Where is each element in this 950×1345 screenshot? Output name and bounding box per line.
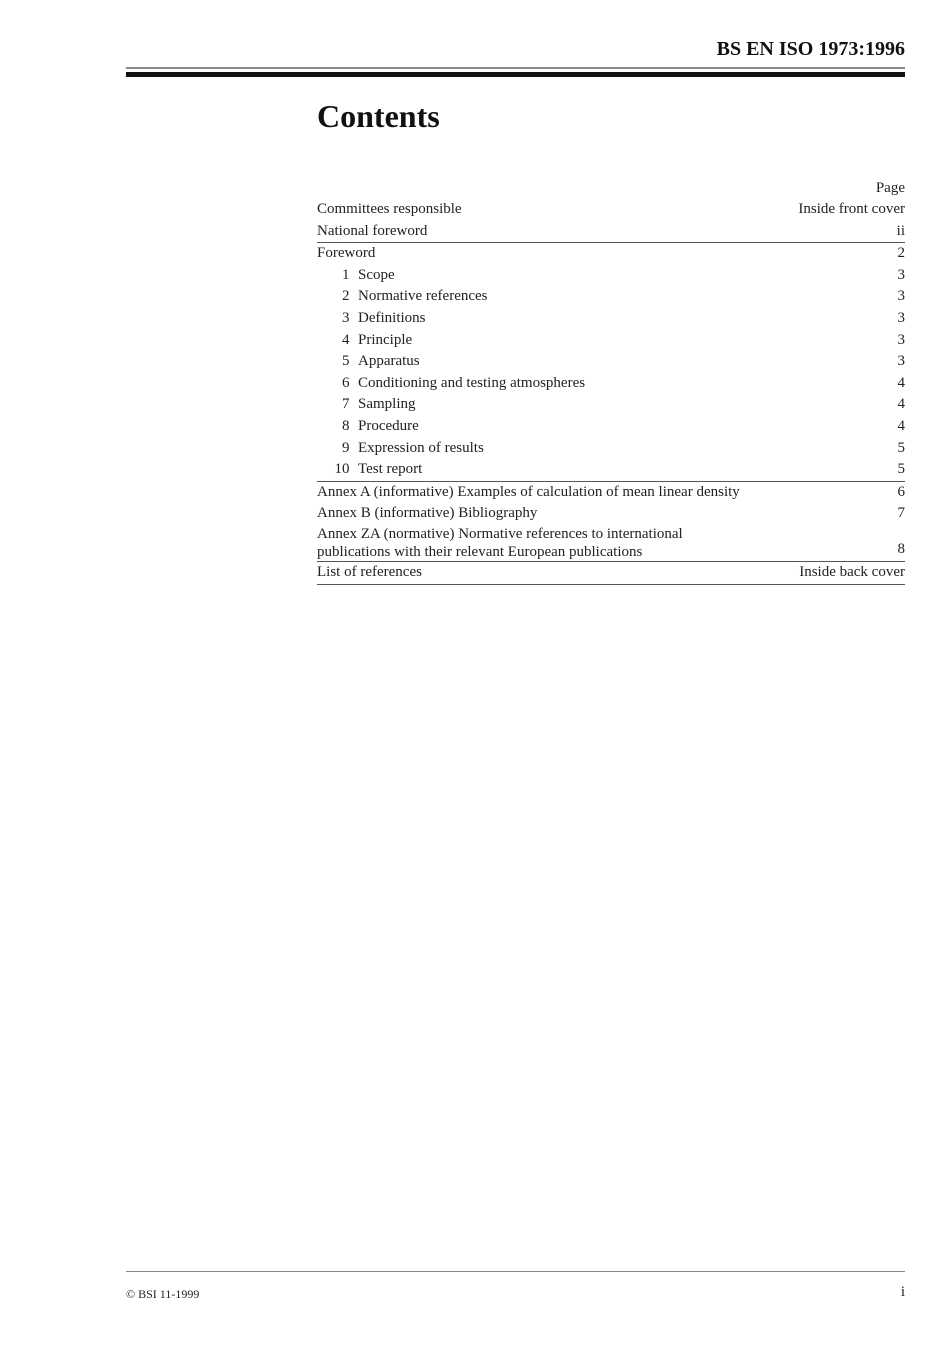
toc-entry-page: 7 <box>897 505 905 522</box>
toc-entry-label: Sampling <box>358 396 416 413</box>
toc-entry[interactable] <box>317 562 905 585</box>
toc-entry-label <box>317 525 898 561</box>
toc-entry[interactable] <box>317 199 905 221</box>
toc-entry-page: 3 <box>897 309 905 326</box>
clause-number: 1 <box>342 266 350 283</box>
toc-entry-label: Normative references <box>358 288 488 305</box>
toc-entry[interactable] <box>317 330 905 352</box>
document-id: BS EN ISO 1973:1996 <box>716 38 905 60</box>
header-rule-thick <box>126 72 905 77</box>
toc-entry-label: Annex B (informative) Bibliography <box>317 505 538 522</box>
toc-entry-page: 8 <box>897 541 905 558</box>
clause-number: 8 <box>342 417 350 434</box>
clause-number: 2 <box>342 288 350 305</box>
clause-number: 4 <box>342 331 350 348</box>
toc-entry-label: Principle <box>358 331 413 348</box>
table-of-contents <box>317 178 905 585</box>
toc-entry-label: Expression of results <box>358 439 484 456</box>
toc-entry-label: Test report <box>358 461 423 478</box>
toc-entry-page: 5 <box>897 439 905 456</box>
toc-entry-page: 2 <box>897 245 905 262</box>
toc-entry-label: List of references <box>317 563 422 580</box>
page-title: Contents <box>317 98 440 134</box>
toc-entry-page: ii <box>896 222 905 239</box>
toc-entry[interactable] <box>317 394 905 416</box>
toc-entry-page: 3 <box>897 266 905 283</box>
toc-entry[interactable] <box>317 503 905 525</box>
toc-entry-label-line2: publications with their relevant European publications <box>317 543 643 560</box>
clause-number: 5 <box>342 353 350 370</box>
toc-entry-page: Inside back cover <box>799 563 905 580</box>
toc-entry-label: Procedure <box>358 417 419 434</box>
toc-entry-label: Definitions <box>358 309 426 326</box>
toc-entry-label: Annex A (informative) Examples of calculation of mean linear density <box>317 483 740 500</box>
footer-rule <box>126 1271 905 1272</box>
clause-number: 7 <box>342 396 350 413</box>
toc-entry-page: 3 <box>897 331 905 348</box>
toc-entry-page: 6 <box>897 483 905 500</box>
toc-entry-label: Foreword <box>317 245 376 262</box>
toc-entry[interactable] <box>317 243 905 265</box>
toc-entry-label: National foreword <box>317 222 428 239</box>
toc-entry[interactable] <box>317 416 905 438</box>
page-number: i <box>900 1284 905 1300</box>
toc-entry-page: 3 <box>897 288 905 305</box>
clause-number: 6 <box>342 374 350 391</box>
toc-entry[interactable] <box>317 459 905 482</box>
clause-number: 9 <box>342 439 350 456</box>
toc-entry-page: Inside front cover <box>798 201 905 217</box>
toc-entry[interactable] <box>317 265 905 287</box>
toc-entry-page: 3 <box>897 353 905 370</box>
toc-entry-page: 4 <box>897 374 905 391</box>
toc-entry-page: 4 <box>897 396 905 413</box>
copyright-notice: © BSI 11-1999 <box>126 1287 200 1301</box>
toc-entry[interactable] <box>317 482 905 504</box>
toc-entry-label: Scope <box>358 266 395 283</box>
toc-entry[interactable] <box>317 525 905 562</box>
toc-entry[interactable] <box>317 438 905 460</box>
clause-number: 3 <box>342 309 350 326</box>
toc-entry[interactable] <box>317 373 905 395</box>
toc-entry-label: Committees responsible <box>317 201 462 217</box>
toc-entry[interactable] <box>317 308 905 330</box>
toc-entry-label: Apparatus <box>358 353 420 370</box>
toc-entry[interactable] <box>317 286 905 308</box>
toc-entry-label-line1: Annex ZA (normative) Normative references to international <box>317 525 683 542</box>
clause-number: 10 <box>334 461 350 478</box>
page-column-heading: Page <box>875 180 905 196</box>
toc-entry[interactable] <box>317 351 905 373</box>
toc-entry-page: 4 <box>897 417 905 434</box>
header-rule-thin <box>126 67 905 69</box>
toc-entry-label: Conditioning and testing atmospheres <box>358 374 586 391</box>
toc-entry-page: 5 <box>897 461 905 478</box>
toc-entry[interactable] <box>317 221 905 244</box>
